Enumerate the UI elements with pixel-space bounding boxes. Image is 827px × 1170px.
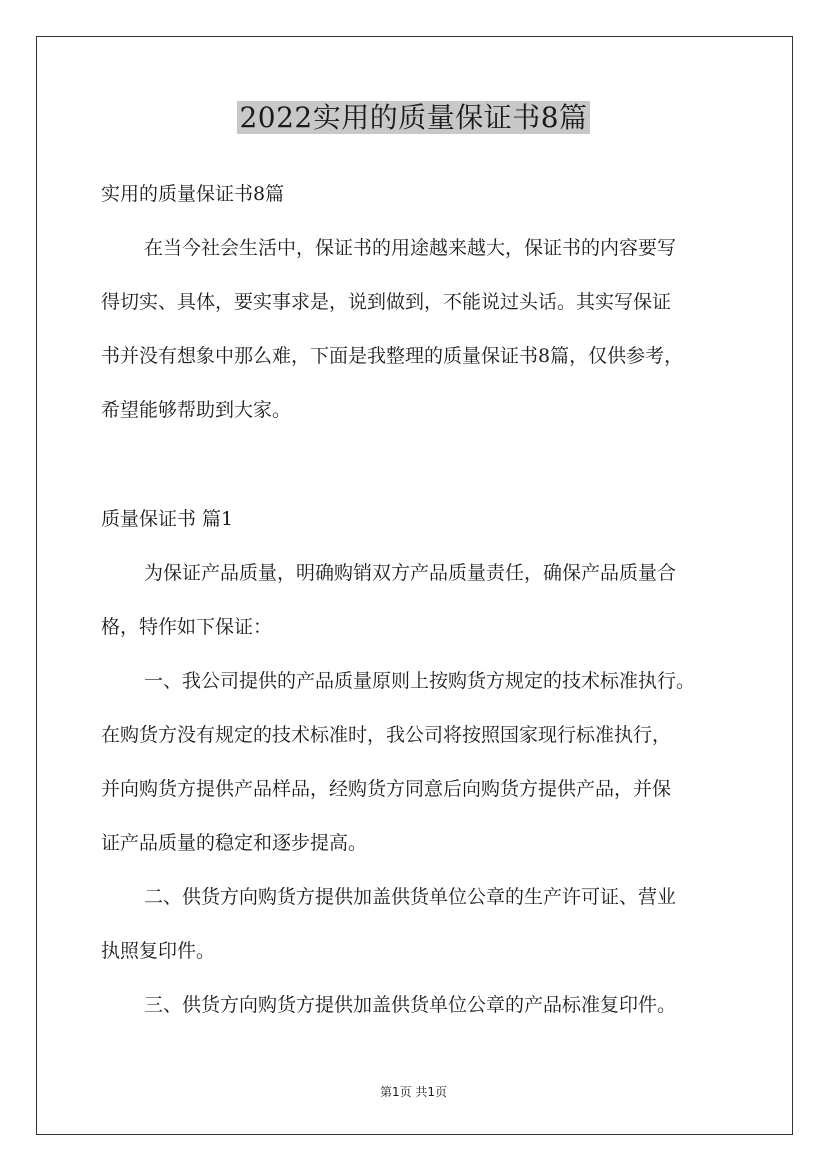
section-line: 并向购货方提供产品样品，经购货方同意后向购货方提供产品，并保 (101, 778, 672, 800)
section-line: 为保证产品质量，明确购销双方产品质量责任，确保产品质量合 (144, 562, 677, 584)
page-footer: 第1页 共1页 (379, 1085, 448, 1099)
document-title (0, 98, 827, 138)
section-heading: 质量保证书 篇1 (101, 508, 234, 530)
intro-line: 得切实、具体，要实事求是，说到做到，不能说过头话。其实写保证 (101, 291, 672, 313)
intro-line: 书并没有想象中那么难，下面是我整理的质量保证书8篇，仅供参考， (101, 345, 684, 367)
section-line: 一、我公司提供的产品质量原则上按购货方规定的技术标准执行。 (144, 670, 696, 692)
section-line: 格，特作如下保证： (101, 616, 273, 638)
section-line: 在购货方没有规定的技术标准时，我公司将按照国家现行标准执行， (101, 724, 672, 746)
section-line: 执照复印件。 (101, 940, 216, 962)
section-line: 三、供货方向购货方提供加盖供货单位公章的产品标准复印件。 (144, 994, 677, 1016)
intro-line: 在当今社会生活中，保证书的用途越来越大，保证书的内容要写 (144, 237, 677, 259)
section-line: 二、供货方向购货方提供加盖供货单位公章的生产许可证、营业 (144, 886, 677, 908)
document-title-text: 2022实用的质量保证书8篇 (239, 101, 588, 134)
section-line: 证产品质量的稳定和逐步提高。 (101, 832, 368, 854)
document-subtitle: 实用的质量保证书8篇 (101, 183, 285, 205)
intro-line: 希望能够帮助到大家。 (101, 399, 292, 421)
